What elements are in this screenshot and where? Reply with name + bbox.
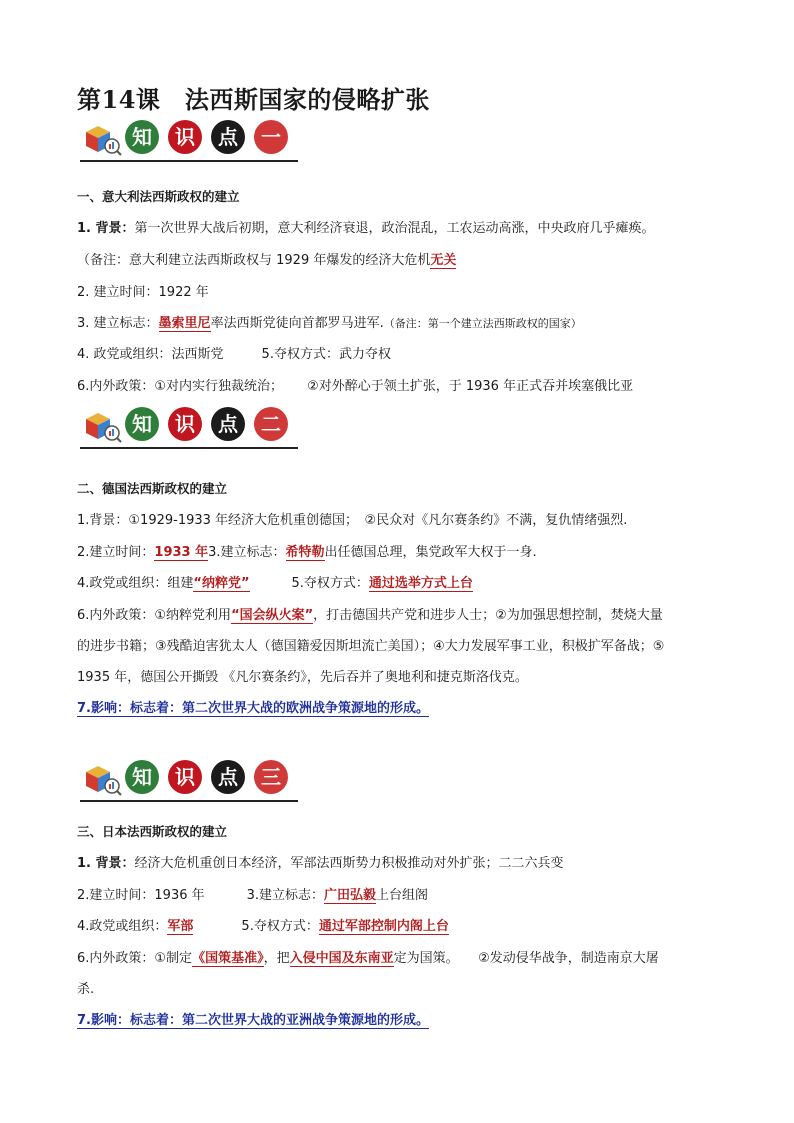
answer-text: 无关 (430, 253, 457, 268)
answer-text: 广田弘毅 (324, 888, 377, 903)
answer-text: 《国策基准》 (192, 951, 264, 966)
impact-line: 7.影响：标志着：第二次世界大战的亚洲战争策源地的形成。 (77, 1013, 429, 1028)
dian-badge: 点 (211, 760, 245, 794)
text-line: 3. 建立标志：墨索里尼率法西斯党徒向首都罗马进军.（备注：第一个建立法西斯政权的国家） (77, 316, 582, 331)
knowledge-point-banner-3 (80, 756, 300, 800)
banner-underline (80, 160, 298, 162)
impact-line: 7.影响：标志着：第二次世界大战的欧洲战争策源地的形成。 (77, 701, 429, 716)
answer-text: 墨索里尼 (158, 316, 211, 331)
zhi-badge: 知 (125, 760, 159, 794)
zhi-badge: 知 (125, 120, 159, 154)
banner-underline (80, 800, 298, 802)
dian-badge: 点 (211, 120, 245, 154)
text-line: 杀. (77, 982, 95, 997)
number-badge: 一 (254, 120, 288, 154)
text-line: 6.内外政策：①纳粹党利用“国会纵火案”，打击德国共产党和进步人士；②为加强思想控制，焚烧大量 (77, 608, 663, 623)
text-line: 2. 建立时间：1922 年 (77, 285, 209, 300)
answer-text: 入侵中国及东南亚 (289, 951, 394, 966)
answer-text: 通过军部控制内阁上台 (318, 919, 449, 934)
answer-text: “国会纵火案” (231, 608, 314, 623)
text-line: 1. 背景：经济大危机重创日本经济，军部法西斯势力积极推动对外扩张；二二六兵变 (77, 856, 564, 871)
answer-text: 希特勒 (285, 545, 325, 560)
number-badge: 三 (254, 760, 288, 794)
text-line: 4.政党或组织：组建“纳粹党” 5.夺权方式：通过选举方式上台 (77, 576, 473, 591)
shi-badge: 识 (168, 407, 202, 441)
shi-badge: 识 (168, 120, 202, 154)
text-line: 4. 政党或组织：法西斯党 5.夺权方式：武力夺权 (77, 347, 391, 362)
knowledge-point-banner-2 (80, 403, 300, 447)
cube-magnifier-icon (82, 409, 122, 443)
zhi-badge: 知 (125, 407, 159, 441)
page-title: 第14课 法西斯国家的侵略扩张 (77, 85, 430, 114)
section-heading: 二、德国法西斯政权的建立 (77, 481, 228, 496)
section-heading: 一、意大利法西斯政权的建立 (77, 189, 240, 204)
text-line: 的进步书籍；③残酷迫害犹太人（德国籍爱因斯坦流亡美国）；④大力发展军事工业，积极扩军备战；⑤ (77, 639, 665, 654)
text-line: 4.政党或组织：军部 5.夺权方式：通过军部控制内阁上台 (77, 919, 449, 934)
text-line: 1.背景：①1929-1933 年经济大危机重创德国； ②民众对《凡尔赛条约》不满，复仇情绪强烈. (77, 513, 628, 528)
cube-magnifier-icon (82, 122, 122, 156)
answer-text: “纳粹党” (193, 576, 250, 591)
text-line: 2.建立时间：1933 年3.建立标志：希特勒出任德国总理，集党政军大权于一身. (77, 545, 537, 560)
text-line: 6.内外政策：①对内实行独裁统治； ②对外醉心于领土扩张，于 1936 年正式吞并埃塞俄比亚 (77, 379, 634, 394)
text-line: 1935 年，德国公开撕毁 《凡尔赛条约》，先后吞并了奥地利和捷克斯洛伐克。 (77, 670, 528, 685)
knowledge-point-banner-1 (80, 116, 300, 160)
text-line: （备注：意大利建立法西斯政权与 1929 年爆发的经济大危机无关 (77, 253, 457, 268)
answer-text: 通过选举方式上台 (368, 576, 473, 591)
answer-text: 1933 年 (154, 545, 209, 560)
number-badge: 二 (254, 407, 288, 441)
banner-underline (80, 447, 298, 449)
shi-badge: 识 (168, 760, 202, 794)
answer-text: 军部 (167, 919, 194, 934)
section-heading: 三、日本法西斯政权的建立 (77, 824, 228, 839)
text-line: 1. 背景：第一次世界大战后初期，意大利经济衰退，政治混乱，工农运动高涨，中央政府几乎瘫痪。 (77, 221, 655, 236)
text-line: 2.建立时间：1936 年 3.建立标志：广田弘毅上台组阁 (77, 888, 429, 903)
cube-magnifier-icon (82, 762, 122, 796)
dian-badge: 点 (211, 407, 245, 441)
text-line: 6.内外政策：①制定《国策基准》，把入侵中国及东南亚定为国策。 ②发动侵华战争，制造南京大屠 (77, 951, 659, 966)
